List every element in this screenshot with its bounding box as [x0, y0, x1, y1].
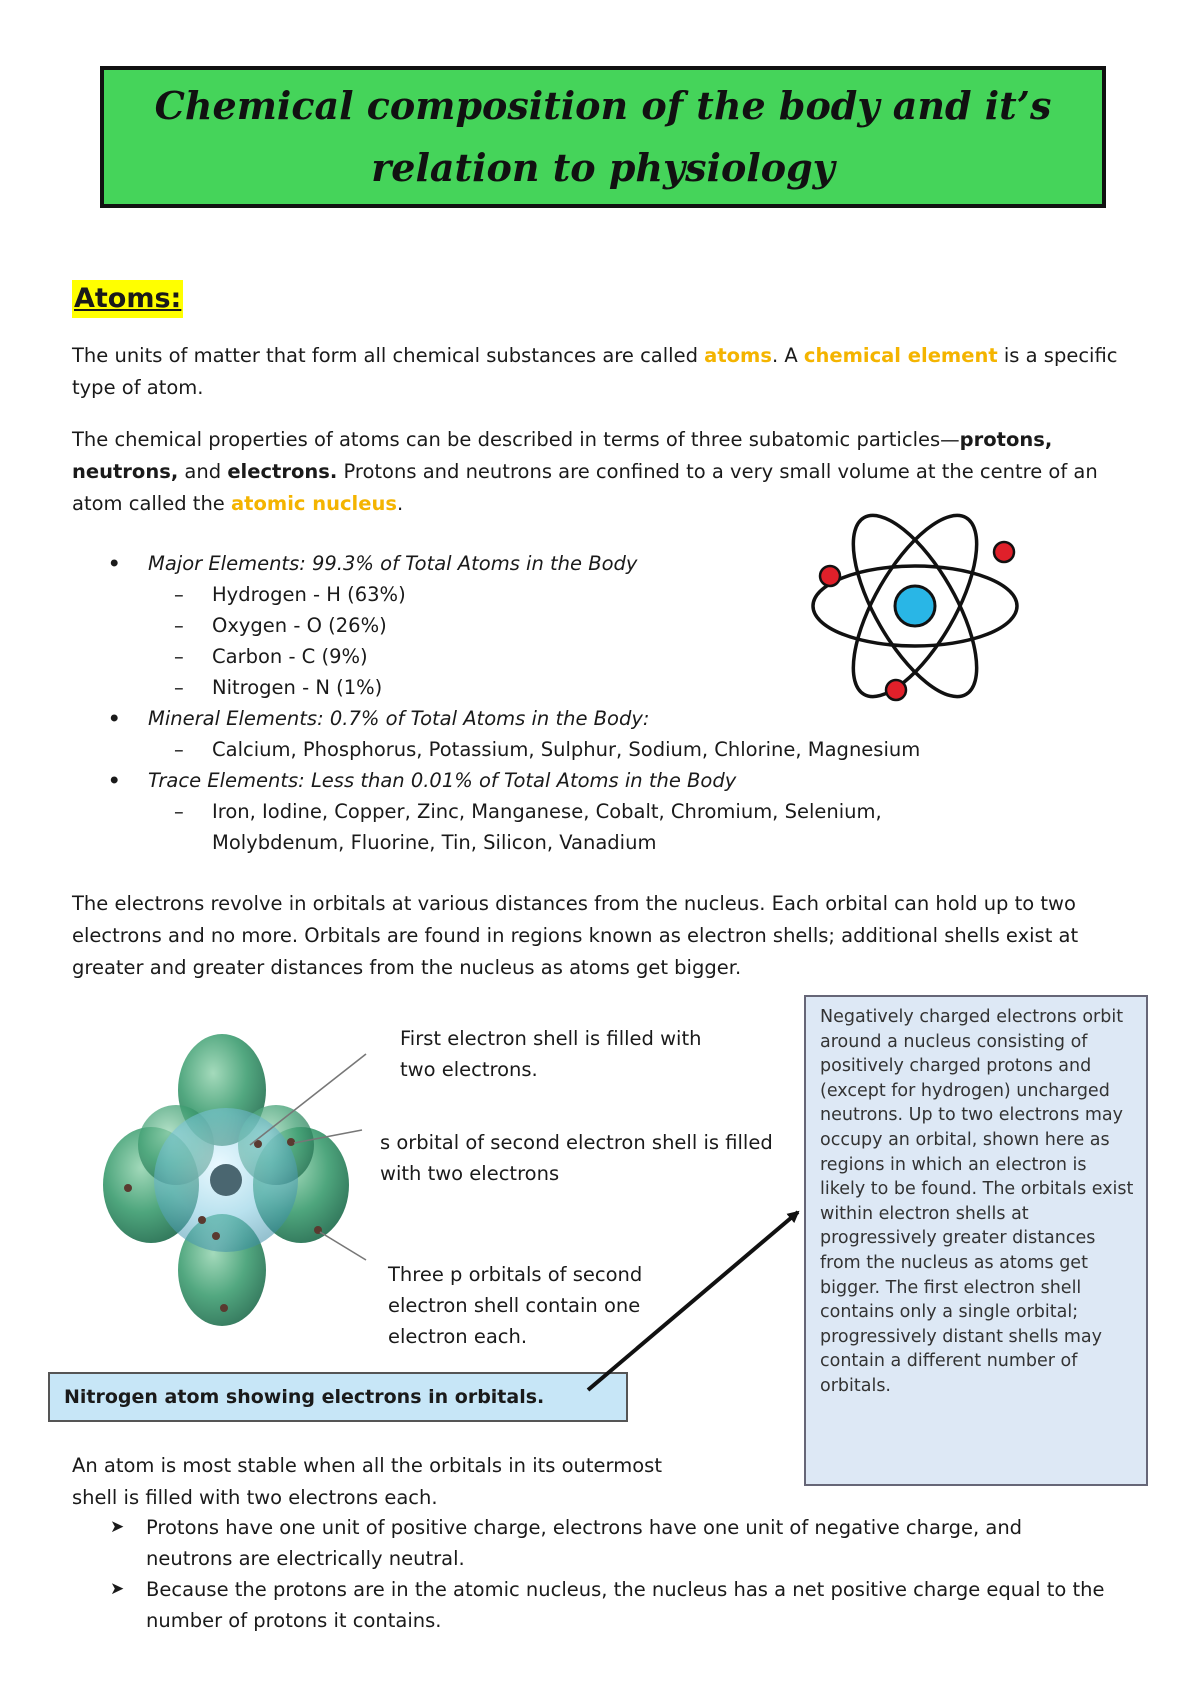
arrow-line	[588, 1212, 798, 1390]
electrons-paragraph: The electrons revolve in orbitals at various distances from the nucleus. Each orbital can hold up to two electrons and no more. Orbitals are found in regions known as electron shells; additional shells exist at greater and greater distances from the nucleus as atoms get bigger.	[72, 892, 1079, 979]
list-item: – Carbon - C (9%)	[72, 641, 1072, 672]
list-item: – Hydrogen - H (63%)	[72, 579, 1072, 610]
intro-text-3: is a specific type of atom.	[72, 344, 1118, 399]
list-item: – Oxygen - O (26%)	[72, 610, 1072, 641]
list-item: ➤ Because the protons are in the atomic nucleus, the nucleus has a net positive charge equal to the number of protons it contains.	[110, 1574, 1110, 1636]
figure-caption: Nitrogen atom showing electrons in orbitals.	[48, 1372, 628, 1422]
list-item: – Calcium, Phosphorus, Potassium, Sulphur, Sodium, Chlorine, Magnesium	[72, 734, 1072, 765]
list-item: – Nitrogen - N (1%)	[72, 672, 1072, 703]
section-heading-atoms: Atoms:	[72, 280, 183, 318]
intro-text-1: The units of matter that form all chemical substances are called	[72, 344, 705, 367]
highlight-atomic-nucleus: atomic nucleus	[231, 492, 397, 515]
bold-electrons: electrons.	[227, 460, 338, 483]
properties-text-2: and	[178, 460, 228, 483]
page-title: Chemical composition of the body and it’s relation to physiology	[154, 83, 1052, 190]
label-first-shell: First electron shell is filled with two electrons.	[400, 1027, 702, 1081]
bold-protons-neutrons: protons, neutrons,	[72, 428, 1053, 483]
stable-paragraph: An atom is most stable when all the orbitals in its outermost shell is filled with two electrons each.	[72, 1454, 662, 1509]
label-s-orbital: s orbital of second electron shell is filled with two electrons	[380, 1131, 773, 1185]
charge-bullet-list	[110, 1512, 1110, 1636]
list-item: – Iron, Iodine, Copper, Zinc, Manganese, Cobalt, Chromium, Selenium, Molybdenum, Fluorine, Tin, Silicon, Vanadium	[72, 796, 1072, 858]
trace-elements-item: • Trace Elements: Less than 0.01% of Total Atoms in the Body	[72, 765, 1072, 796]
highlight-atoms: atoms	[704, 344, 772, 367]
intro-text-2: . A	[771, 344, 804, 367]
properties-text-3: Protons and neutrons are confined to a very small volume at the centre of an atom called the	[72, 460, 1098, 515]
major-elements-item: • Major Elements: 99.3% of Total Atoms in the Body	[72, 548, 1072, 579]
explanation-box: Negatively charged electrons orbit around a nucleus consisting of positively charged protons and (except for hydrogen) uncharged neutrons. Up to two electrons may occupy an orbital, shown here as regions in which an electron is likely to be found. The orbitals exist within electron shells at progressively greater distances from the nucleus as atoms get bigger. The first electron shell contains only a single orbital; progressively distant shells may contain a different number of orbitals.	[804, 995, 1148, 1486]
highlight-chemical-element: chemical element	[803, 344, 998, 367]
list-item: ➤ Protons have one unit of positive charge, electrons have one unit of negative charge, and neutrons are electrically neutral.	[110, 1512, 1110, 1574]
mineral-elements-item: • Mineral Elements: 0.7% of Total Atoms in the Body:	[72, 703, 1072, 734]
properties-text-4: .	[396, 492, 404, 515]
properties-text-1: The chemical properties of atoms can be described in terms of three subatomic particles—	[72, 428, 960, 451]
label-p-orbitals: Three p orbitals of second electron shell contain one electron each.	[388, 1263, 643, 1348]
